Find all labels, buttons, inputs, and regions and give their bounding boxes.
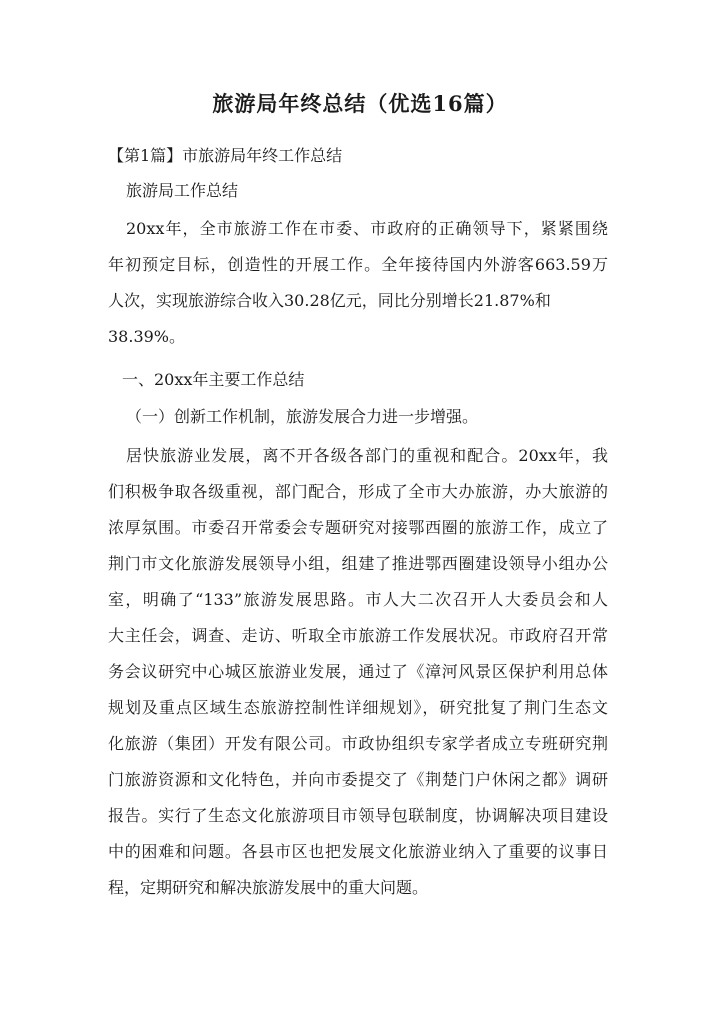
subtitle-block [126,173,626,209]
paragraph-line: 务会议研究中心城区旅游业发展，通过了《漳河风景区保护利用总体 [108,662,608,681]
subsection-heading-block [126,399,626,435]
intro-paragraph [108,211,608,355]
paragraph-line: 门旅游资源和文化特色，并向市委提交了《荆楚门户休闲之都》调研 [108,770,608,789]
paragraph-line: 居快旅游业发展，离不开各级各部门的重视和配合。20xx年，我 [126,446,608,465]
document-title: 旅游局年终总结（优选16篇） [212,91,508,116]
paragraph-line: 程，定期研究和解决旅游发展中的重大问题。 [108,878,429,897]
paragraph-line: 规划及重点区域生态旅游控制性详细规划》，研究批复了荆门生态文 [108,698,608,717]
body-paragraph [108,438,608,906]
chapter-heading-block [108,138,608,174]
section-heading-block [122,362,622,398]
paragraph-line: 38.39%。 [108,327,186,346]
paragraph-line: 大主任会，调查、走访、听取全市旅游工作发展状况。市政府召开常 [108,626,608,645]
paragraph-line: 年初预定目标，创造性的开展工作。全年接待国内外游客663.59万 [108,255,608,274]
subtitle: 旅游局工作总结 [126,181,239,200]
paragraph-line: 浓厚氛围。市委召开常委会专题研究对接鄂西圈的旅游工作，成立了 [108,518,608,537]
chapter-heading: 【第1篇】市旅游局年终工作总结 [108,146,343,165]
paragraph-line: 报告。实行了生态文化旅游项目市领导包联制度，协调解决项目建设 [108,806,608,825]
paragraph-line: 中的困难和问题。各县市区也把发展文化旅游业纳入了重要的议事日 [108,842,608,861]
section-heading: 一、20xx年主要工作总结 [122,370,305,389]
subsection-heading: （一）创新工作机制，旅游发展合力进一步增强。 [126,407,479,426]
paragraph-line: 人次，实现旅游综合收入30.28亿元，同比分别增长21.87%和 [108,291,551,310]
paragraph-line: 室，明确了“133”旅游发展思路。市人大二次召开人大委员会和人 [108,590,608,609]
paragraph-line: 们积极争取各级重视，部门配合，形成了全市大办旅游，办大旅游的 [108,482,608,501]
paragraph-line: 20xx年，全市旅游工作在市委、市政府的正确领导下，紧紧围绕 [126,219,608,238]
paragraph-line: 荆门市文化旅游发展领导小组，组建了推进鄂西圈建设领导小组办公 [108,554,608,573]
paragraph-line: 化旅游（集团）开发有限公司。市政协组织专家学者成立专班研究荆 [108,734,608,753]
